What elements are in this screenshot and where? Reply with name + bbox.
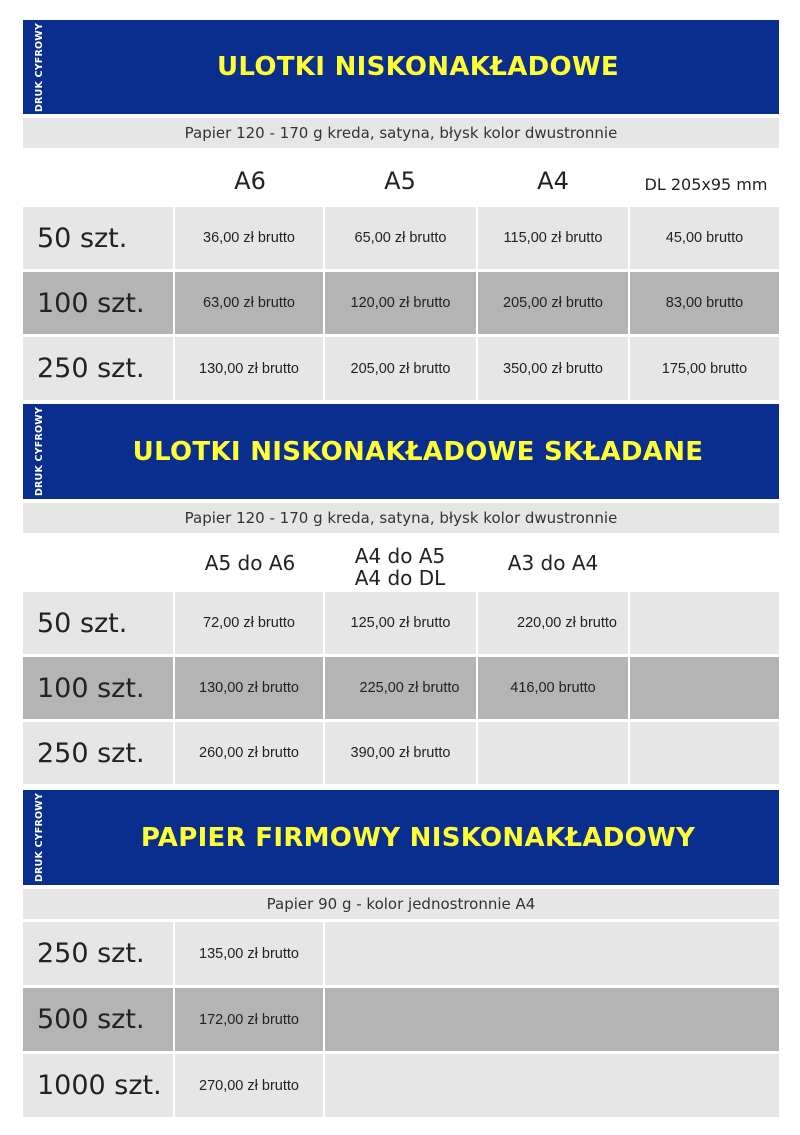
empty-cell — [630, 657, 779, 719]
section-1-paper-spec: Papier 120 - 170 g kreda, satyna, błysk kolor dwustronnie — [23, 118, 779, 148]
price-cell: 63,00 zł brutto — [175, 272, 323, 334]
price-cell: 72,00 zł brutto — [175, 592, 323, 654]
price-cell: 135,00 zł brutto — [175, 922, 323, 985]
price-cell: 205,00 zł brutto — [325, 337, 476, 400]
empty-cell — [630, 722, 779, 784]
qty-label: 250 szt. — [23, 337, 173, 400]
empty-cell — [630, 592, 779, 654]
price-cell: 130,00 zł brutto — [175, 657, 323, 719]
col-header-a5-a6: A5 do A6 — [204, 551, 296, 575]
section-2-title: ULOTKI NISKONAKŁADOWE SKŁADANE — [132, 436, 704, 467]
price-cell: 390,00 zł brutto — [325, 722, 476, 784]
price-cell: 36,00 zł brutto — [175, 207, 323, 269]
col-header-a4: A4 — [537, 167, 569, 195]
qty-label: 1000 szt. — [23, 1054, 173, 1117]
price-cell: 205,00 zł brutto — [478, 272, 628, 334]
druk-cyfrowy-tag: DRUK CYFROWY — [34, 406, 46, 497]
section-3-paper-spec: Papier 90 g - kolor jednostronnie A4 — [23, 889, 779, 919]
price-cell: 120,00 zł brutto — [325, 272, 476, 334]
qty-label: 500 szt. — [23, 988, 173, 1051]
col-header-a5: A5 — [384, 167, 416, 195]
price-cell: 65,00 zł brutto — [325, 207, 476, 269]
col-header-a6: A6 — [234, 167, 266, 195]
empty-cell — [325, 922, 779, 985]
qty-label: 50 szt. — [23, 592, 173, 654]
price-cell: 175,00 brutto — [630, 337, 779, 400]
empty-cell — [325, 1054, 779, 1117]
price-cell: 416,00 brutto — [478, 657, 628, 719]
price-cell: 130,00 zł brutto — [175, 337, 323, 400]
col-header-dl: DL 205x95 mm — [644, 175, 768, 194]
price-cell: 45,00 brutto — [630, 207, 779, 269]
section-3-title: PAPIER FIRMOWY NISKONAKŁADOWY — [140, 822, 696, 853]
empty-cell — [325, 988, 779, 1051]
price-cell: 115,00 zł brutto — [478, 207, 628, 269]
price-cell: 350,00 zł brutto — [478, 337, 628, 400]
col-header-a4-dl: A4 do DL — [354, 566, 446, 590]
empty-cell — [478, 722, 628, 784]
section-2-banner — [23, 404, 779, 499]
price-cell: 125,00 zł brutto — [325, 592, 476, 654]
price-cell: 220,00 zł brutto — [478, 592, 628, 654]
qty-label: 250 szt. — [23, 922, 173, 985]
price-cell: 83,00 brutto — [630, 272, 779, 334]
qty-label: 100 szt. — [23, 657, 173, 719]
qty-label: 100 szt. — [23, 272, 173, 334]
druk-cyfrowy-tag: DRUK CYFROWY — [34, 22, 46, 112]
qty-label: 50 szt. — [23, 207, 173, 269]
section-2-paper-spec: Papier 120 - 170 g kreda, satyna, błysk kolor dwustronnie — [23, 503, 779, 533]
qty-label: 250 szt. — [23, 722, 173, 784]
price-cell: 172,00 zł brutto — [175, 988, 323, 1051]
section-3-banner — [23, 790, 779, 885]
section-1-title: ULOTKI NISKONAKŁADOWE — [217, 52, 619, 82]
price-cell: 260,00 zł brutto — [175, 722, 323, 784]
section-1-banner — [23, 20, 779, 114]
price-cell: 225,00 zł brutto — [325, 657, 476, 719]
price-cell: 270,00 zł brutto — [175, 1054, 323, 1117]
druk-cyfrowy-tag: DRUK CYFROWY — [34, 792, 46, 883]
col-header-a3-a4: A3 do A4 — [507, 551, 599, 575]
col-header-a4-a5: A4 do A5 — [354, 544, 446, 568]
